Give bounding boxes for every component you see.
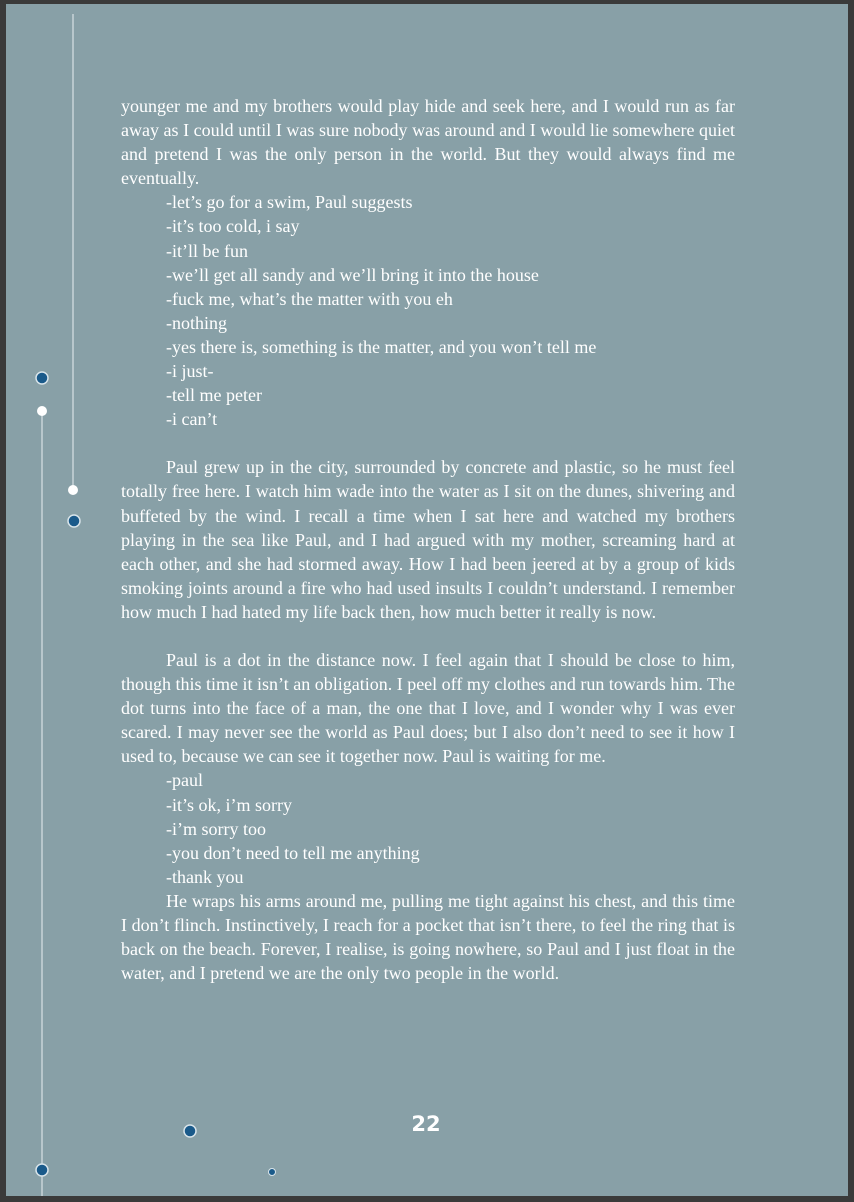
dialogue-line: -it’ll be fun — [166, 240, 248, 261]
blue-dot — [68, 515, 80, 527]
blue-dot-small — [269, 1169, 276, 1176]
paragraph-4: He wraps his arms around me, pulling me tight against his chest, and this time I don’t flinch. Instinctively, I reach for a pocket that isn’t there, to feel the ring that is back on the beach. Forever, I realise, is going nowhere, so Paul and I just float in the water, and I pretend we are the only two people in the world. — [121, 890, 735, 984]
dialogue-line: -you don’t need to tell me anything — [166, 842, 420, 863]
dialogue-line: -it’s too cold, i say — [166, 216, 300, 237]
dialogue-line: -let’s go for a swim, Paul suggests — [166, 192, 413, 213]
dialogue-line: -i can’t — [166, 409, 218, 430]
dialogue-line: -tell me peter — [166, 385, 262, 406]
dialogue-line: -nothing — [166, 312, 227, 333]
paragraph-3: Paul is a dot in the distance now. I feel again that I should be close to him, though this time it isn’t an obligation. I peel off my clothes and run towards him. The dot turns into the face of a man, the one that I love, and I wonder why I was ever scared. I may never see the world as Paul does; but I also don’t need to see it how I used to, because we can see it together now. Paul is waiting for me. — [121, 649, 735, 767]
white-dot — [68, 485, 78, 495]
paragraph-1: younger me and my brothers would play hide and seek here, and I would run as far away as I could until I was sure nobody was around and I would lie somewhere quiet and pretend I was the only person in the world. But they would always find me eventually. — [121, 96, 735, 189]
paragraph-gap — [121, 624, 735, 648]
dialogue-line: -we’ll get all sandy and we’ll bring it into the house — [166, 264, 539, 285]
dialogue-line: -fuck me, what’s the matter with you eh — [166, 288, 453, 309]
dialogue-line: -it’s ok, i’m sorry — [166, 794, 292, 815]
book-page — [6, 4, 848, 1196]
white-dot — [37, 406, 47, 416]
paragraph-gap — [121, 431, 735, 455]
dialogue-line: -paul — [166, 770, 203, 791]
paragraph-2: Paul grew up in the city, surrounded by concrete and plastic, so he must feel totally free here. I watch him wade into the water as I sit on the dunes, shivering and buffeted by the wind. I recall a time when I sat here and watched my brothers playing in the sea like Paul, and I had argued with my mother, screaming hard at each other, and she had stormed away. How I had been jeered at by a group of kids smoking joints around a fire who had used insults I couldn’t understand. I remember how much I had hated my life back then, how much better it really is now. — [121, 457, 735, 622]
dialogue-line: -i’m sorry too — [166, 818, 266, 839]
blue-dot — [36, 372, 48, 384]
blue-dot — [36, 1164, 48, 1176]
dialogue-line: -yes there is, something is the matter, and you won’t tell me — [166, 336, 597, 357]
page-number: 22 — [411, 1112, 441, 1136]
dialogue-line: -thank you — [166, 866, 244, 887]
story-text — [121, 94, 735, 985]
blue-dot — [184, 1125, 196, 1137]
dialogue-line: -i just- — [166, 361, 214, 382]
